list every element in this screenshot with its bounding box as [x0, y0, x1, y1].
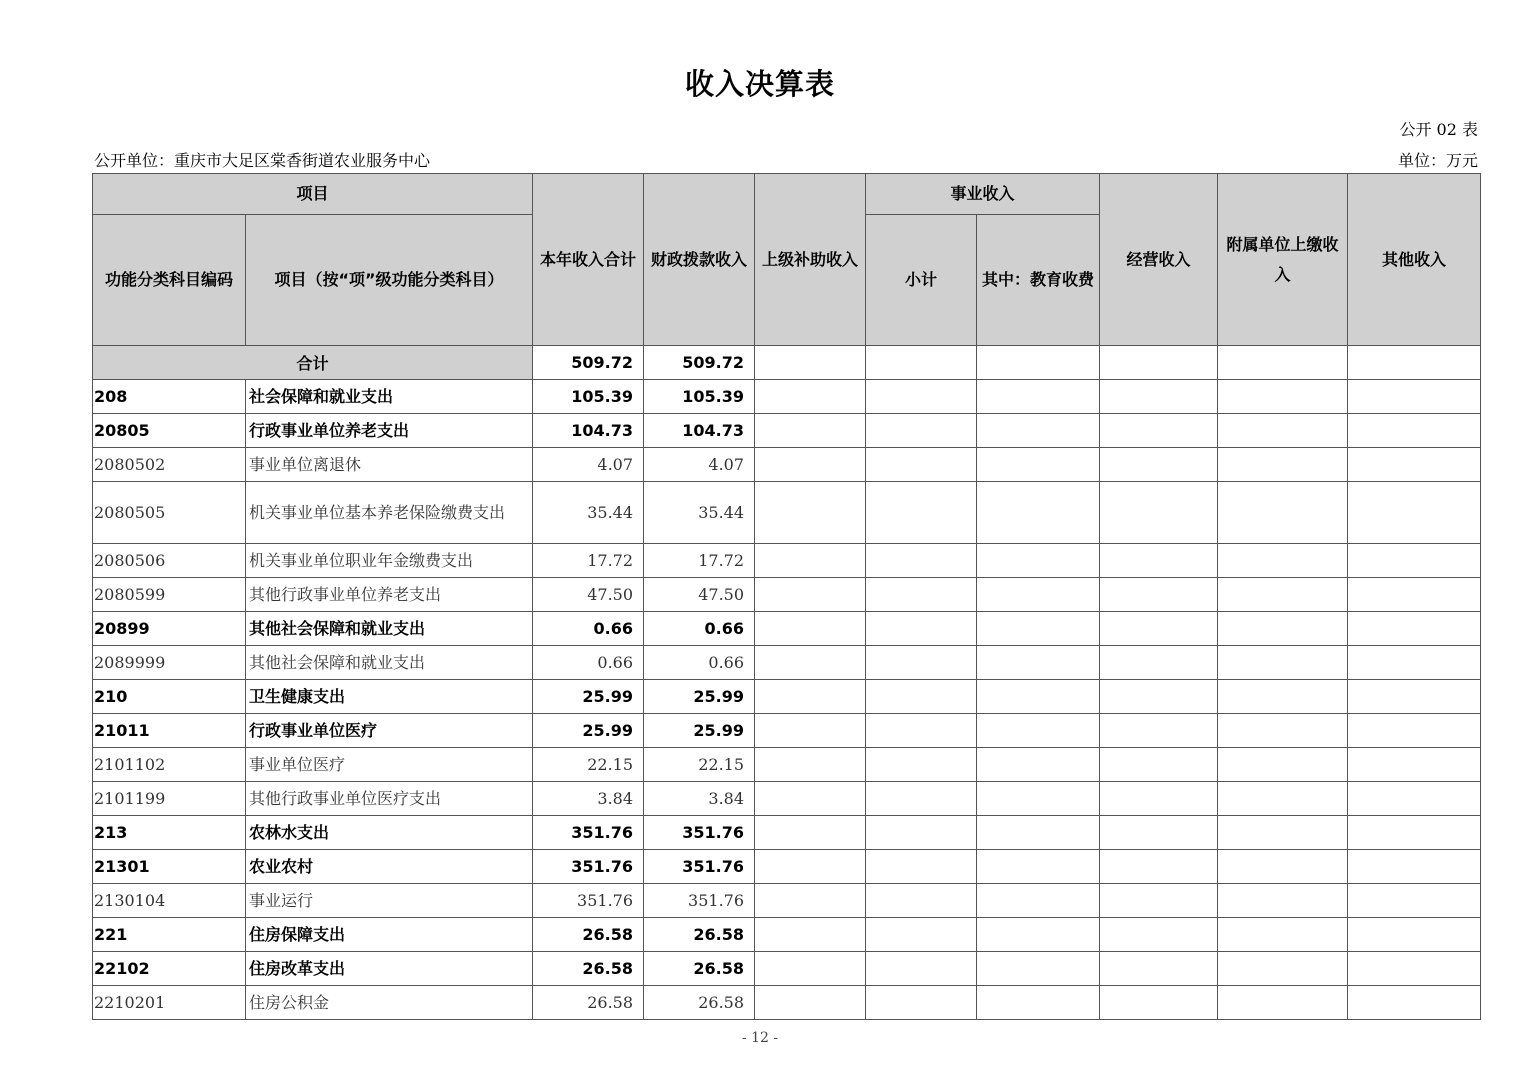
empty-cell	[755, 816, 866, 850]
empty-cell	[1100, 884, 1218, 918]
empty-cell	[755, 448, 866, 482]
empty-cell	[866, 884, 977, 918]
empty-cell	[755, 748, 866, 782]
empty-cell	[1348, 612, 1481, 646]
total-income-cell: 25.99	[533, 680, 644, 714]
name-cell: 社会保障和就业支出	[246, 380, 533, 414]
empty-cell	[1348, 986, 1481, 1020]
code-cell: 22102	[93, 952, 246, 986]
empty-cell	[755, 380, 866, 414]
empty-cell	[1218, 646, 1348, 680]
empty-cell	[755, 850, 866, 884]
total-income-cell: 351.76	[533, 816, 644, 850]
header-superior-subsidy: 上级补助收入	[755, 174, 866, 346]
empty-cell	[1100, 448, 1218, 482]
empty-cell	[1218, 714, 1348, 748]
total-row	[93, 346, 1481, 380]
empty-cell	[1348, 884, 1481, 918]
page-title: 收入决算表	[684, 67, 835, 101]
fiscal-cell: 26.58	[644, 918, 755, 952]
empty-cell	[977, 646, 1100, 680]
empty-cell	[755, 884, 866, 918]
total-income-cell: 105.39	[533, 380, 644, 414]
code-cell: 2101199	[93, 782, 246, 816]
table-row	[93, 986, 1481, 1020]
empty-cell	[866, 414, 977, 448]
fiscal-cell: 25.99	[644, 680, 755, 714]
empty-cell	[866, 646, 977, 680]
total-income-cell: 0.66	[533, 612, 644, 646]
empty-cell	[866, 380, 977, 414]
header-code: 功能分类科目编码	[93, 215, 246, 346]
empty-cell	[977, 816, 1100, 850]
empty-cell	[1218, 346, 1348, 380]
header-name: 项目（按“项”级功能分类科目）	[246, 215, 533, 346]
empty-cell	[1100, 346, 1218, 380]
code-cell: 2080505	[93, 482, 246, 544]
income-table	[92, 173, 1481, 1020]
empty-cell	[1218, 816, 1348, 850]
empty-cell	[977, 850, 1100, 884]
empty-cell	[1218, 578, 1348, 612]
empty-cell	[755, 578, 866, 612]
empty-cell	[866, 482, 977, 544]
name-cell: 事业单位医疗	[246, 748, 533, 782]
table-row	[93, 816, 1481, 850]
code-cell: 20805	[93, 414, 246, 448]
total-income-cell: 35.44	[533, 482, 644, 544]
total-income-cell: 26.58	[533, 986, 644, 1020]
name-cell: 机关事业单位基本养老保险缴费支出	[246, 482, 533, 544]
fiscal-cell: 0.66	[644, 646, 755, 680]
header-total-income: 本年收入合计	[533, 174, 644, 346]
header-affiliated: 附属单位上缴收入	[1218, 174, 1348, 346]
total-income-cell: 26.58	[533, 952, 644, 986]
empty-cell	[1348, 544, 1481, 578]
fiscal-cell: 0.66	[644, 612, 755, 646]
name-cell: 行政事业单位医疗	[246, 714, 533, 748]
fiscal-cell: 22.15	[644, 748, 755, 782]
empty-cell	[1348, 578, 1481, 612]
empty-cell	[866, 612, 977, 646]
empty-cell	[1100, 918, 1218, 952]
empty-cell	[1218, 986, 1348, 1020]
empty-cell	[1218, 748, 1348, 782]
empty-cell	[755, 544, 866, 578]
total-fiscal-cell: 509.72	[644, 346, 755, 380]
empty-cell	[1348, 646, 1481, 680]
page-number: - 12 -	[741, 1030, 779, 1046]
total-income-cell: 25.99	[533, 714, 644, 748]
name-cell: 行政事业单位养老支出	[246, 414, 533, 448]
total-income-cell: 0.66	[533, 646, 644, 680]
empty-cell	[866, 816, 977, 850]
fiscal-cell: 17.72	[644, 544, 755, 578]
table-number: 公开 02 表	[1399, 120, 1478, 139]
name-cell: 住房改革支出	[246, 952, 533, 986]
total-label: 合计	[93, 346, 533, 380]
empty-cell	[866, 448, 977, 482]
empty-cell	[977, 482, 1100, 544]
empty-cell	[977, 986, 1100, 1020]
empty-cell	[755, 952, 866, 986]
table-row	[93, 714, 1481, 748]
code-cell: 2089999	[93, 646, 246, 680]
header-business-income: 事业收入	[866, 174, 1100, 215]
total-income-cell: 22.15	[533, 748, 644, 782]
empty-cell	[755, 714, 866, 748]
empty-cell	[1218, 680, 1348, 714]
empty-cell	[866, 714, 977, 748]
empty-cell	[1100, 414, 1218, 448]
total-income-cell: 351.76	[533, 850, 644, 884]
header-project: 项目	[93, 174, 533, 215]
fiscal-cell: 351.76	[644, 884, 755, 918]
code-cell: 2080502	[93, 448, 246, 482]
table-row	[93, 380, 1481, 414]
empty-cell	[1100, 482, 1218, 544]
table-row	[93, 544, 1481, 578]
code-cell: 221	[93, 918, 246, 952]
currency-unit: 单位：万元	[1397, 151, 1478, 170]
name-cell: 卫生健康支出	[246, 680, 533, 714]
table-row	[93, 482, 1481, 544]
empty-cell	[755, 346, 866, 380]
empty-cell	[1100, 748, 1218, 782]
fiscal-cell: 105.39	[644, 380, 755, 414]
code-cell: 2130104	[93, 884, 246, 918]
empty-cell	[755, 414, 866, 448]
empty-cell	[1100, 782, 1218, 816]
empty-cell	[1100, 816, 1218, 850]
total-income-cell: 351.76	[533, 884, 644, 918]
empty-cell	[866, 986, 977, 1020]
empty-cell	[1348, 346, 1481, 380]
empty-cell	[1348, 714, 1481, 748]
empty-cell	[1348, 850, 1481, 884]
name-cell: 其他社会保障和就业支出	[246, 612, 533, 646]
empty-cell	[1100, 612, 1218, 646]
code-cell: 213	[93, 816, 246, 850]
empty-cell	[1218, 414, 1348, 448]
empty-cell	[755, 918, 866, 952]
empty-cell	[1348, 482, 1481, 544]
empty-cell	[977, 414, 1100, 448]
code-cell: 208	[93, 380, 246, 414]
total-income-cell: 104.73	[533, 414, 644, 448]
empty-cell	[1348, 816, 1481, 850]
name-cell: 住房公积金	[246, 986, 533, 1020]
empty-cell	[1100, 646, 1218, 680]
empty-cell	[1100, 952, 1218, 986]
empty-cell	[1348, 380, 1481, 414]
empty-cell	[1348, 748, 1481, 782]
code-cell: 210	[93, 680, 246, 714]
table-row	[93, 782, 1481, 816]
table-row	[93, 850, 1481, 884]
empty-cell	[977, 544, 1100, 578]
name-cell: 事业单位离退休	[246, 448, 533, 482]
empty-cell	[755, 482, 866, 544]
empty-cell	[1348, 782, 1481, 816]
table-body	[93, 346, 1481, 1020]
empty-cell	[1348, 448, 1481, 482]
fiscal-cell: 351.76	[644, 850, 755, 884]
empty-cell	[866, 850, 977, 884]
name-cell: 事业运行	[246, 884, 533, 918]
empty-cell	[977, 612, 1100, 646]
empty-cell	[977, 578, 1100, 612]
name-cell: 其他行政事业单位医疗支出	[246, 782, 533, 816]
table-row	[93, 952, 1481, 986]
empty-cell	[866, 918, 977, 952]
empty-cell	[1348, 680, 1481, 714]
name-cell: 住房保障支出	[246, 918, 533, 952]
empty-cell	[977, 680, 1100, 714]
code-cell: 2101102	[93, 748, 246, 782]
table-row	[93, 884, 1481, 918]
code-cell: 21301	[93, 850, 246, 884]
empty-cell	[1218, 544, 1348, 578]
header-fiscal: 财政拨款收入	[644, 174, 755, 346]
total-income-cell: 26.58	[533, 918, 644, 952]
total-income-cell: 17.72	[533, 544, 644, 578]
fiscal-cell: 25.99	[644, 714, 755, 748]
table-row	[93, 646, 1481, 680]
total-income-cell: 4.07	[533, 448, 644, 482]
name-cell: 农业农村	[246, 850, 533, 884]
empty-cell	[1218, 612, 1348, 646]
header-education-fee: 其中：教育收费	[977, 215, 1100, 346]
empty-cell	[755, 782, 866, 816]
name-cell: 机关事业单位职业年金缴费支出	[246, 544, 533, 578]
empty-cell	[977, 380, 1100, 414]
fiscal-cell: 104.73	[644, 414, 755, 448]
table-row	[93, 612, 1481, 646]
empty-cell	[1218, 448, 1348, 482]
empty-cell	[1218, 380, 1348, 414]
empty-cell	[866, 748, 977, 782]
empty-cell	[866, 782, 977, 816]
empty-cell	[977, 748, 1100, 782]
fiscal-cell: 351.76	[644, 816, 755, 850]
empty-cell	[755, 986, 866, 1020]
total-income-cell: 47.50	[533, 578, 644, 612]
empty-cell	[1100, 544, 1218, 578]
empty-cell	[1218, 850, 1348, 884]
fiscal-cell: 47.50	[644, 578, 755, 612]
empty-cell	[1348, 414, 1481, 448]
name-cell: 其他行政事业单位养老支出	[246, 578, 533, 612]
empty-cell	[977, 714, 1100, 748]
empty-cell	[977, 448, 1100, 482]
table-row	[93, 414, 1481, 448]
empty-cell	[977, 782, 1100, 816]
empty-cell	[755, 680, 866, 714]
fiscal-cell: 26.58	[644, 986, 755, 1020]
fiscal-cell: 26.58	[644, 952, 755, 986]
empty-cell	[1348, 918, 1481, 952]
publishing-organization: 公开单位：重庆市大足区棠香街道农业服务中心	[94, 151, 431, 170]
header-other: 其他收入	[1348, 174, 1481, 346]
empty-cell	[1218, 782, 1348, 816]
empty-cell	[1218, 918, 1348, 952]
empty-cell	[866, 346, 977, 380]
empty-cell	[755, 646, 866, 680]
fiscal-cell: 3.84	[644, 782, 755, 816]
empty-cell	[1100, 986, 1218, 1020]
code-cell: 2080599	[93, 578, 246, 612]
name-cell: 其他社会保障和就业支出	[246, 646, 533, 680]
table-row	[93, 448, 1481, 482]
empty-cell	[1100, 578, 1218, 612]
total-income-cell: 509.72	[533, 346, 644, 380]
fiscal-cell: 4.07	[644, 448, 755, 482]
empty-cell	[866, 952, 977, 986]
empty-cell	[1100, 380, 1218, 414]
total-income-cell: 3.84	[533, 782, 644, 816]
code-cell: 2080506	[93, 544, 246, 578]
fiscal-cell: 35.44	[644, 482, 755, 544]
header-operating: 经营收入	[1100, 174, 1218, 346]
code-cell: 21011	[93, 714, 246, 748]
empty-cell	[1100, 714, 1218, 748]
table-row	[93, 578, 1481, 612]
empty-cell	[755, 612, 866, 646]
table-row	[93, 748, 1481, 782]
table-row	[93, 680, 1481, 714]
empty-cell	[1218, 884, 1348, 918]
empty-cell	[866, 544, 977, 578]
empty-cell	[1348, 952, 1481, 986]
empty-cell	[1100, 680, 1218, 714]
empty-cell	[1218, 952, 1348, 986]
empty-cell	[866, 680, 977, 714]
empty-cell	[1218, 482, 1348, 544]
empty-cell	[866, 578, 977, 612]
code-cell: 2210201	[93, 986, 246, 1020]
empty-cell	[977, 884, 1100, 918]
empty-cell	[977, 918, 1100, 952]
table-row	[93, 918, 1481, 952]
empty-cell	[977, 346, 1100, 380]
empty-cell	[977, 952, 1100, 986]
name-cell: 农林水支出	[246, 816, 533, 850]
code-cell: 20899	[93, 612, 246, 646]
header-subtotal: 小计	[866, 215, 977, 346]
empty-cell	[1100, 850, 1218, 884]
